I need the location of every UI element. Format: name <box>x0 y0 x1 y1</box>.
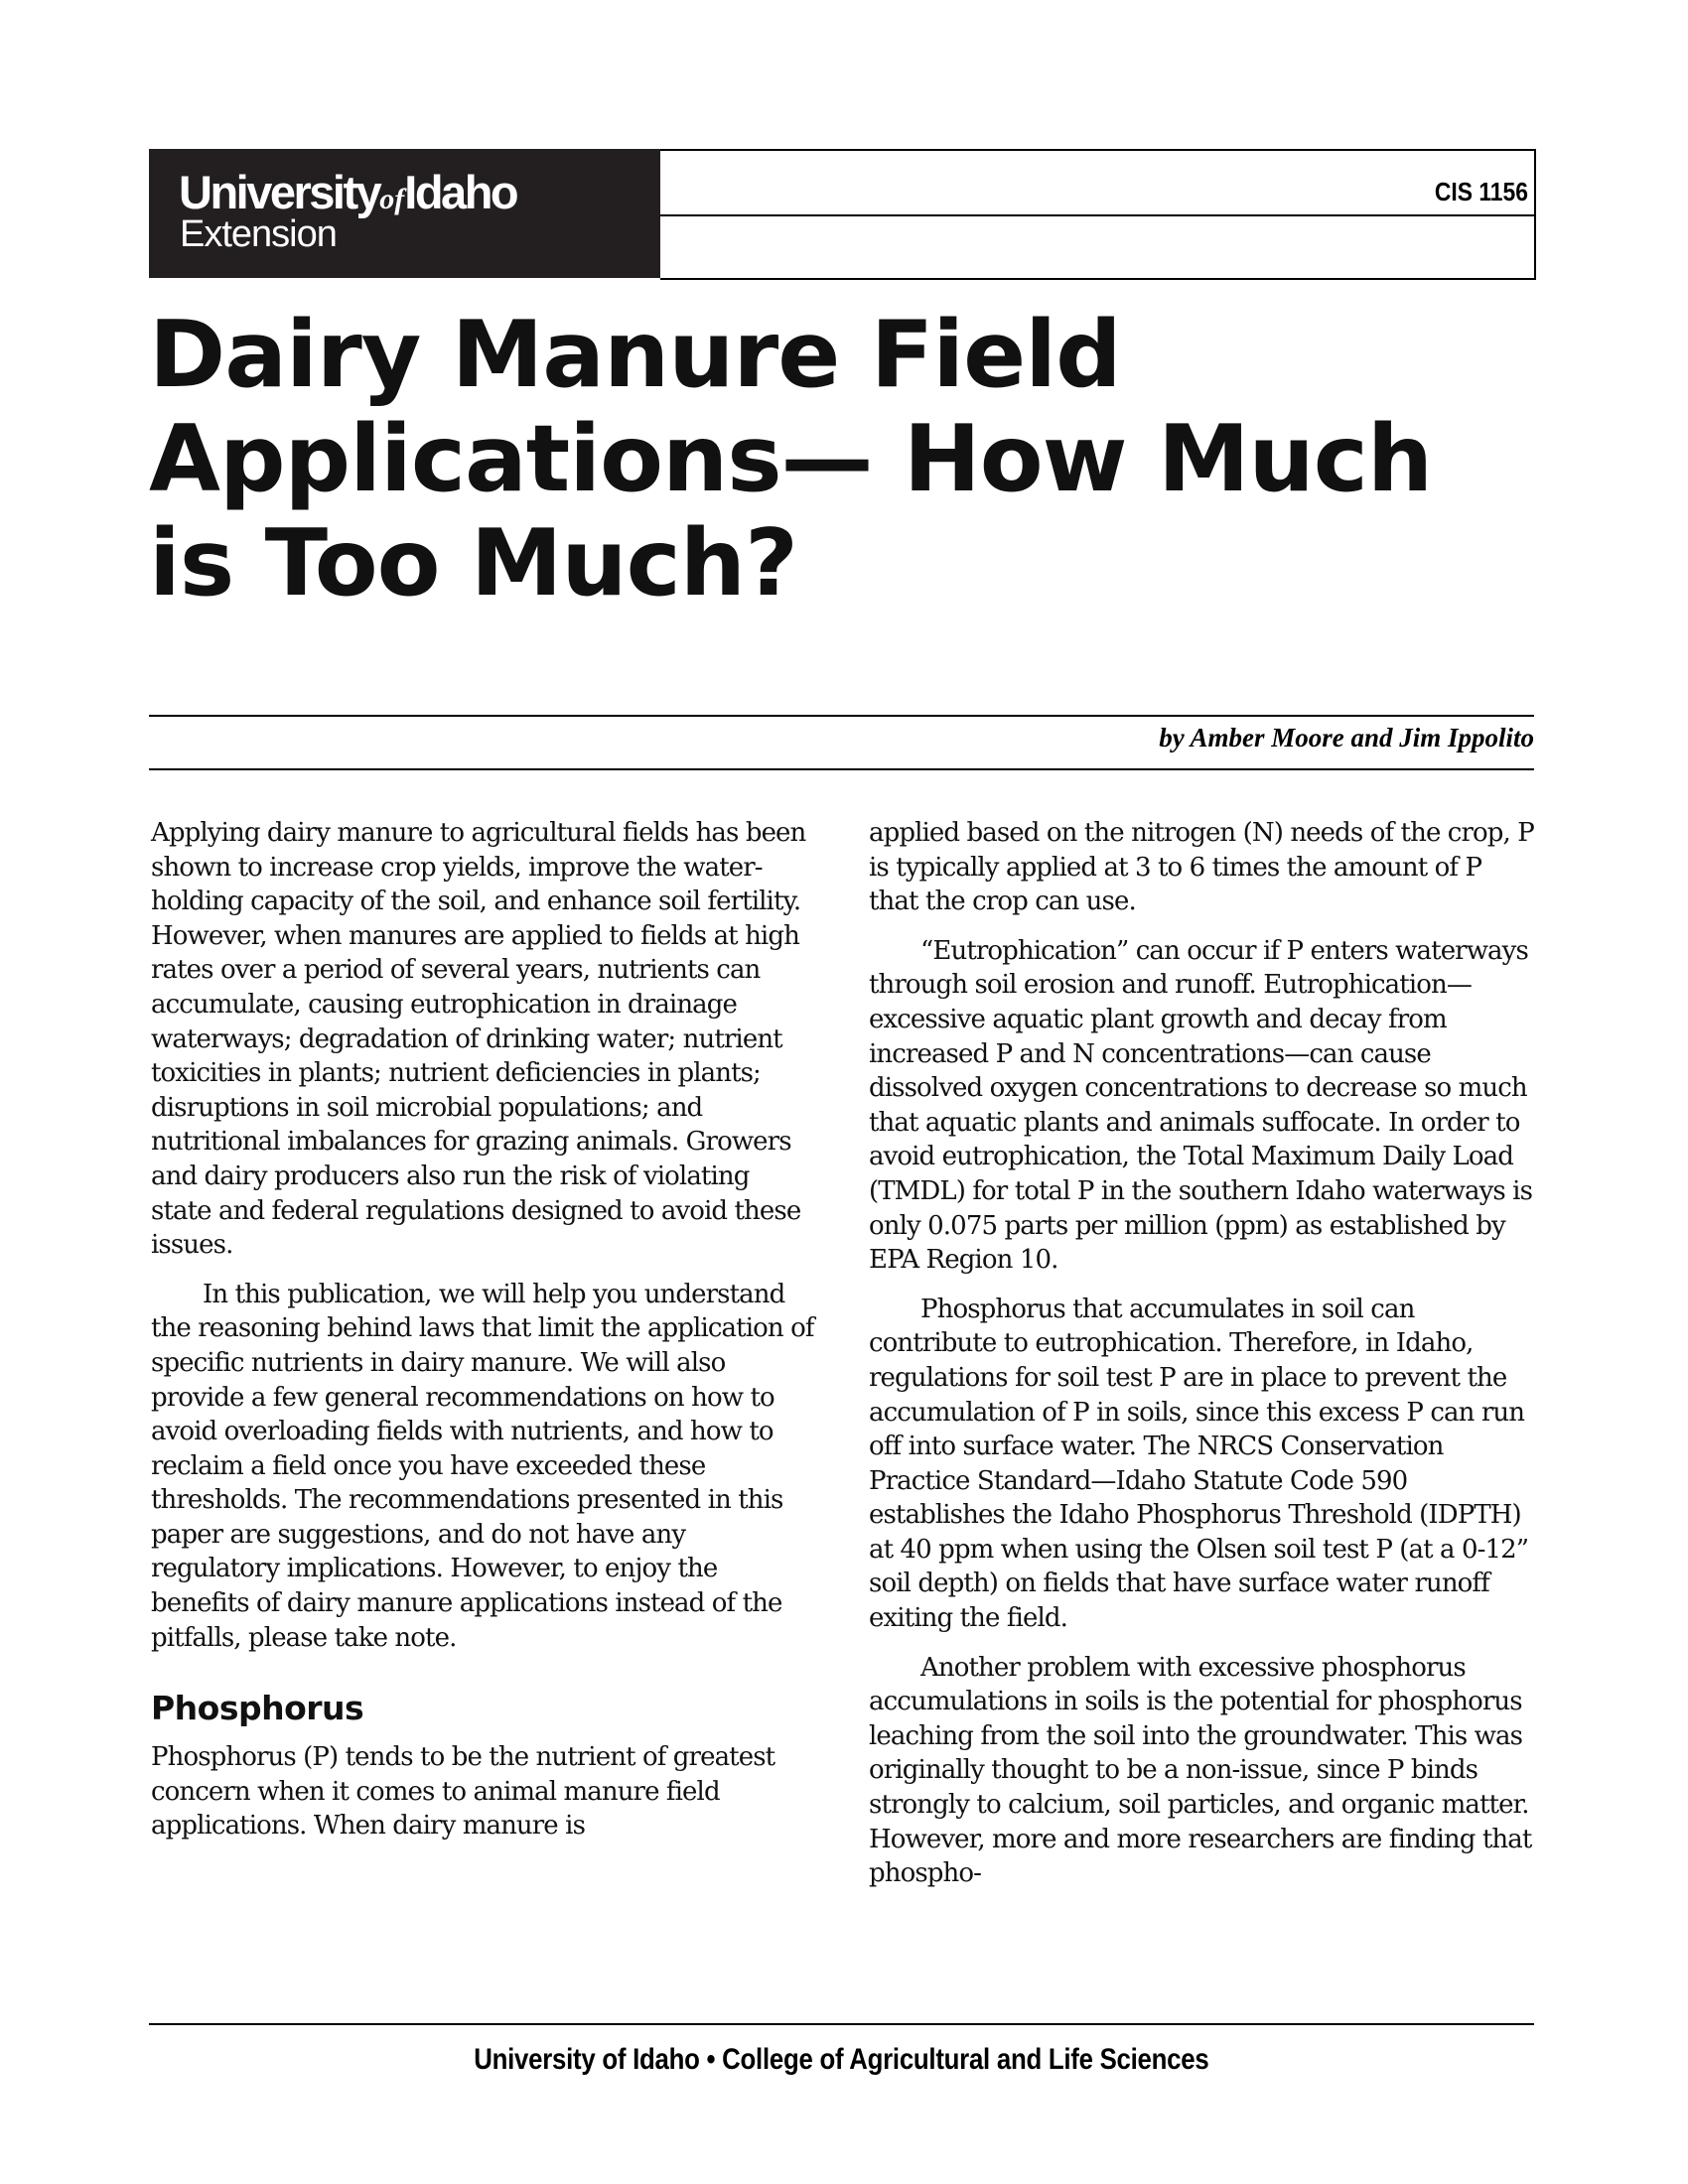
byline-bottom-rule <box>149 768 1534 770</box>
logo-of: of <box>379 183 405 215</box>
header-divider <box>660 214 1534 216</box>
byline: by Amber Moore and Jim Ippolito <box>1159 723 1534 752</box>
paragraph-leaching: Another problem with excessive phosphorus accumulations in soils is the potential for phosphorus leaching from the soil into the groundwater. This was originally thought to be a non-issue, since P binds strongly to calcium, soil particles, and organic matter. However, more and more researchers are finding that phospho- <box>869 1652 1532 1889</box>
header-info-box <box>660 149 1536 280</box>
document-title: Dairy Manure Field Applications— How Much is Too Much? <box>149 301 1433 616</box>
byline-top-rule <box>149 715 1534 717</box>
section-heading-phosphorus: Phosphorus <box>151 1689 364 1728</box>
paragraph-nitrogen-needs: applied based on the nitrogen (N) needs of the crop, P is typically applied at 3 to 6 times the amount of P that the crop can use. <box>869 818 1534 917</box>
paragraph-purpose: In this publication, we will help you understand the reasoning behind laws that limit the application of specific nutrients in dairy manure. We will also provide a few general recommendations on how to avoid overloading fields with nutrients, and how to reclaim a field once you have exceeded these thresholds. The recommendations presented in this paper are suggestions, and do not have any regulatory implications. However, to enjoy the benefits of dairy manure applications instead of the pitfalls, please take note. <box>151 1279 814 1653</box>
right-column <box>869 816 1536 1906</box>
footer-rule <box>149 2023 1534 2025</box>
logo-wordmark <box>179 166 517 218</box>
left-column <box>151 816 816 1858</box>
header-band <box>149 149 1534 278</box>
footer-text: University of Idaho • College of Agricultural and Life Sciences <box>474 2043 1209 2076</box>
paragraph-eutrophication: “Eutrophication” can occur if P enters waterways through soil erosion and runoff. Eutrophication—excessive aquatic plant growth and decay from increased P and N concentrations—can cause dissolved oxygen concentrations to decrease so much that aquatic plants and animals suffocate. In order to avoid eutrophication, the Total Maximum Daily Load (TMDL) for total P in the southern Idaho waterways is only 0.075 parts per million (ppm) as established by EPA Region 10. <box>869 935 1533 1276</box>
publication-number: CIS 1156 <box>1434 177 1528 206</box>
logo-extension: Extension <box>180 213 337 255</box>
paragraph-phosphorus: Phosphorus (P) tends to be the nutrient of greatest concern when it comes to animal manure field applications. When dairy manure is <box>151 1742 775 1842</box>
logo-idaho: Idaho <box>404 166 517 218</box>
paragraph-soil-test-p: Phosphorus that accumulates in soil can contribute to eutrophication. Therefore, in Idaho, regulations for soil test P are in place to prevent the accumulation of P in soils, since this excess P can run off into surface water. The NRCS Conservation Practice Standard—Idaho Statute Code 590 establishes the Idaho Phosphorus Threshold (IDPTH) at 40 ppm when using the Olsen soil test P (at a 0-12” soil depth) on fields that have surface water runoff exiting the field. <box>869 1294 1529 1634</box>
footer <box>149 2043 1534 2077</box>
logo-university: University <box>179 166 380 218</box>
university-of-idaho-extension-logo <box>149 149 660 278</box>
paragraph-intro: Applying dairy manure to agricultural fields has been shown to increase crop yields, improve the water-holding capacity of the soil, and enhance soil fertility. However, when manures are applied to fields at high rates over a period of several years, nutrients can accumulate, causing eutrophication in drainage waterways; degradation of drinking water; nutrient toxicities in plants; nutrient deficiencies in plants; disruptions in soil microbial populations; and nutritional imbalances for grazing animals. Growers and dairy producers also run the risk of violating state and federal regulations designed to avoid these issues. <box>151 818 806 1261</box>
